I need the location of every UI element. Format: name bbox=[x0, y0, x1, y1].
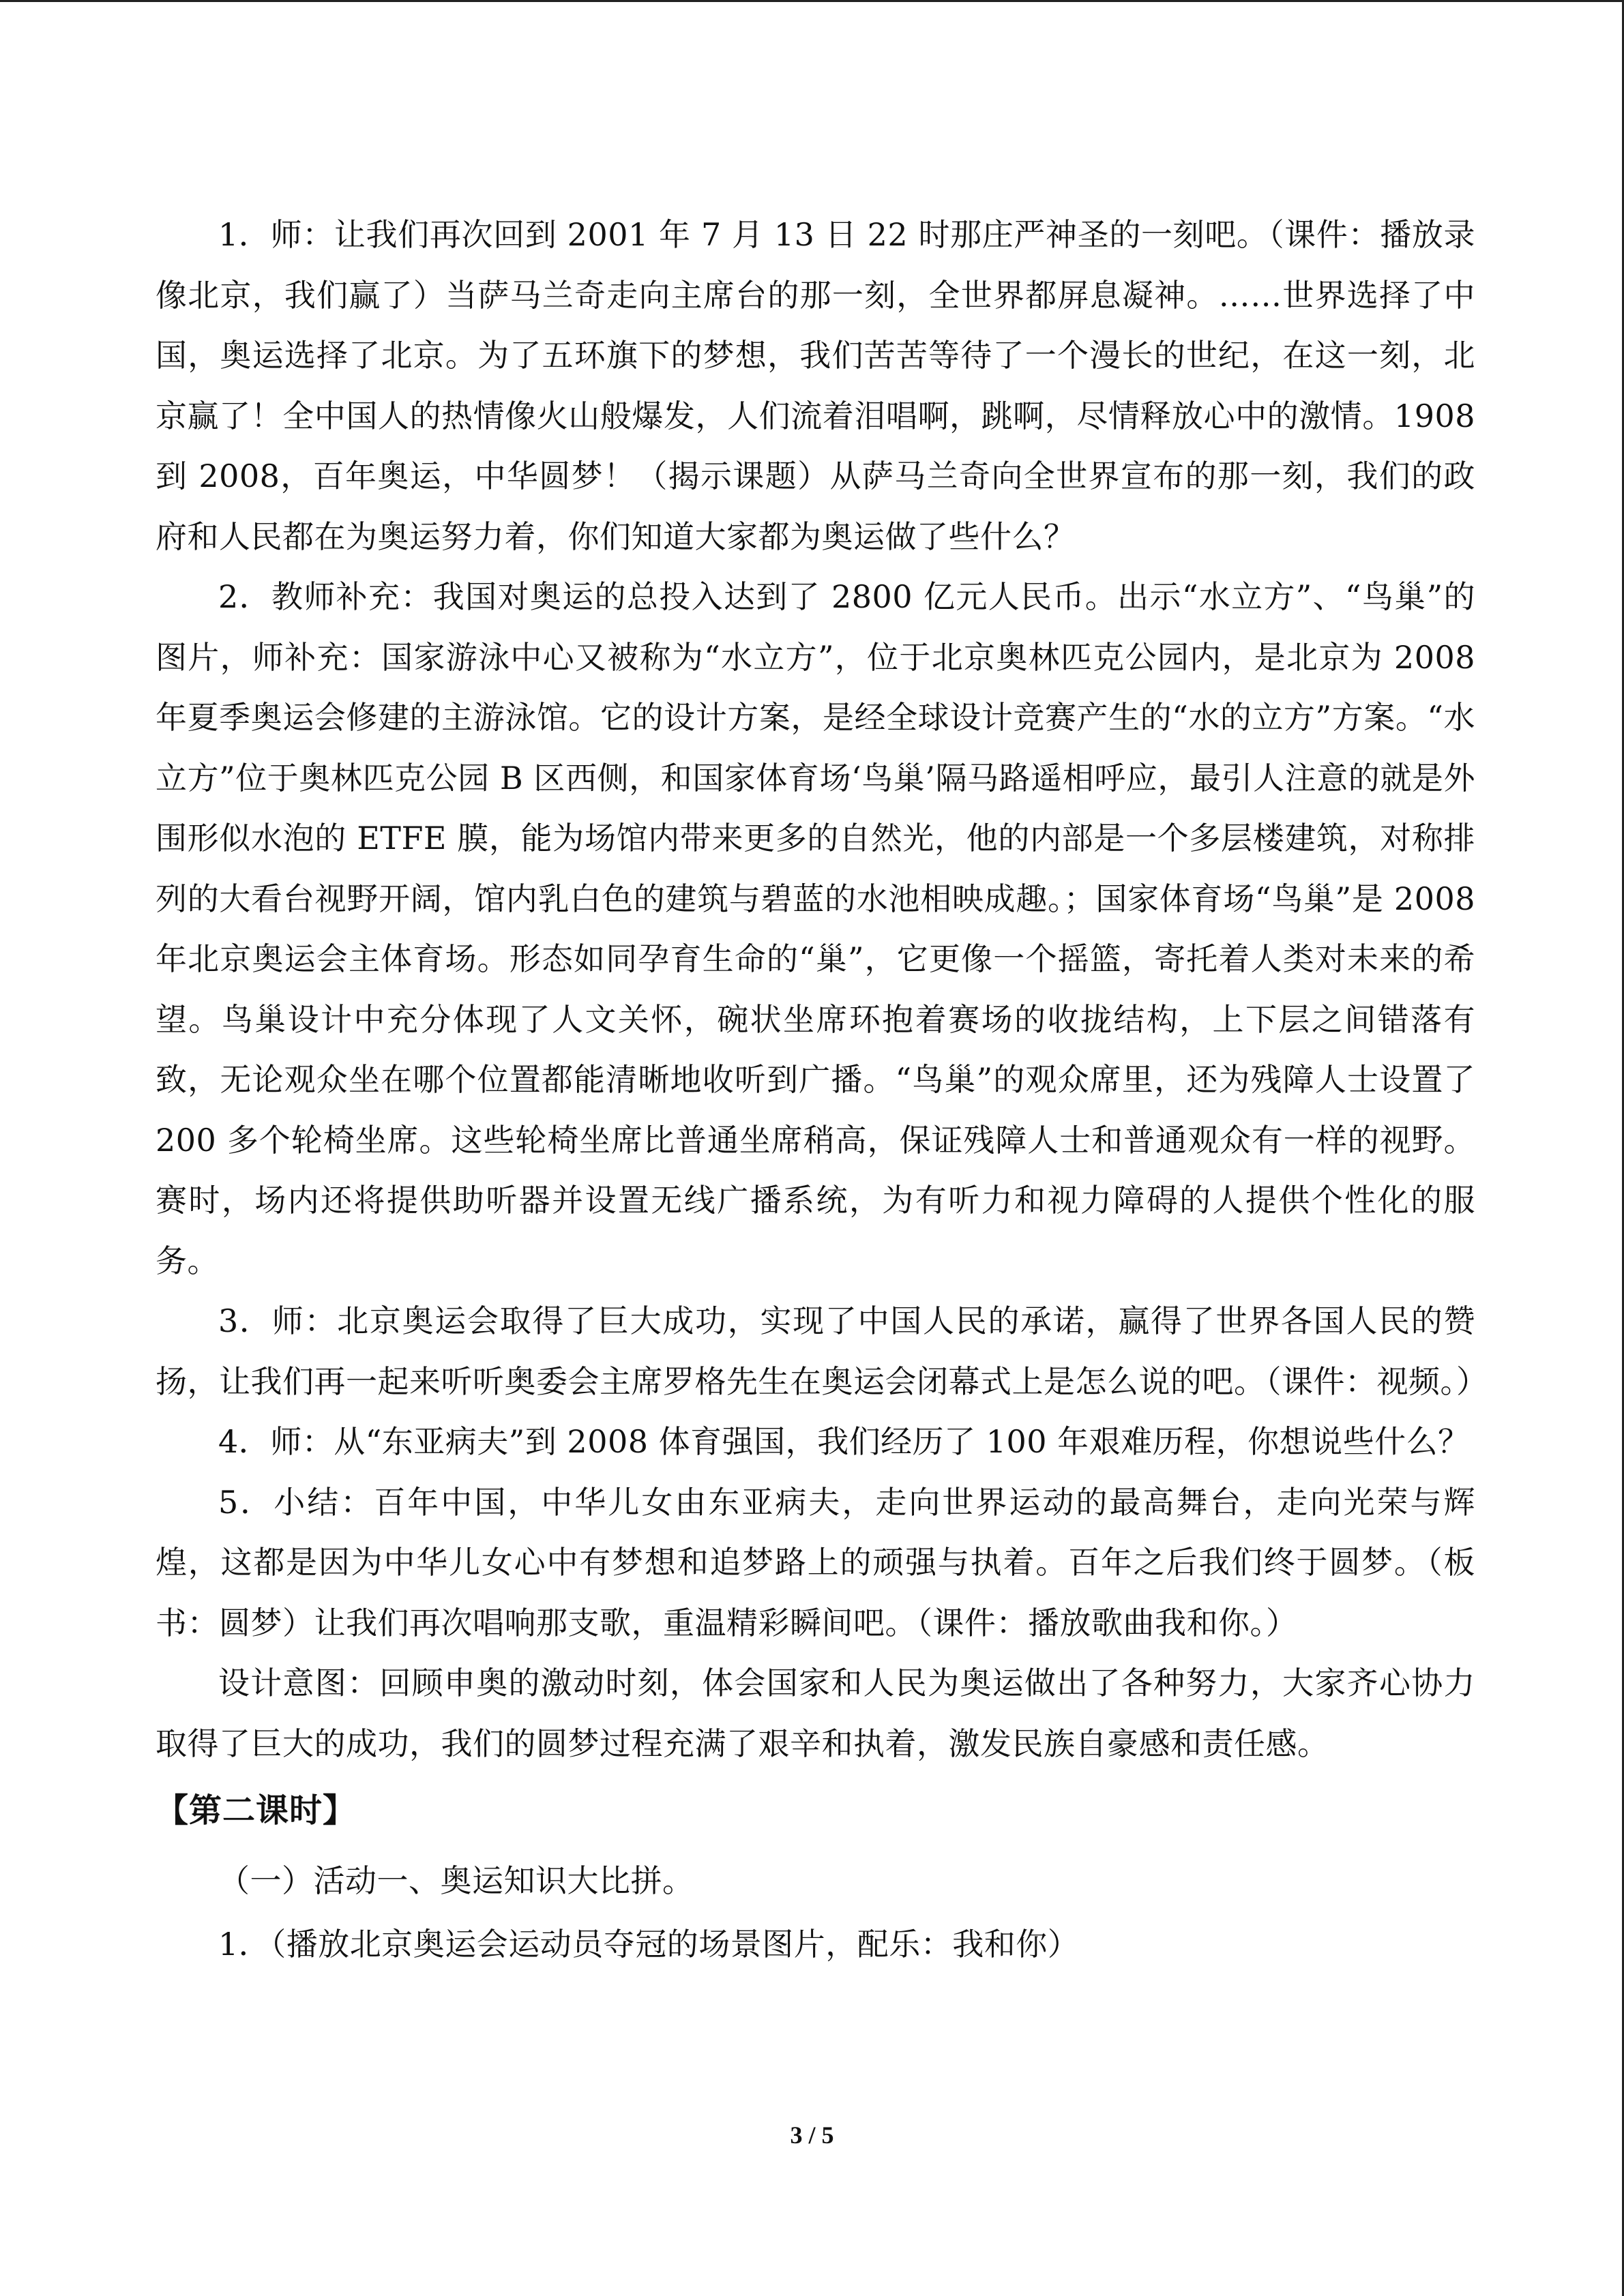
activity-item-1: 1．（播放北京奥运会运动员夺冠的场景图片，配乐：我和你） bbox=[218, 1926, 1080, 1963]
activity-heading: （一）活动一、奥运知识大比拼。 bbox=[218, 1862, 694, 1899]
paragraph-summary: 5．小结：百年中国，中华儿女由东亚病夫，走向世界运动的最高舞台，走向光荣与辉煌，这都是因为中华儿女心中有梦想和追梦路上的顽强与执着。百年之后我们终于圆梦。（板书：圆梦）让我们再次唱响那支歌，重温精彩瞬间吧。（课件：播放歌曲我和你。） bbox=[156, 1483, 1475, 1641]
paragraph-item-1: 1．师：让我们再次回到 2001 年 7 月 13 日 22 时那庄严神圣的一刻吧。（课件：播放录像北京，我们赢了）当萨马兰奇走向主席台的那一刻，全世界都屏息凝神。……世界选择了中国，奥运选择了北京。为了五环旗下的梦想，我们苦苦等待了一个漫长的世纪，在这一刻，北京赢了！全中国人的热情像火山般爆发，人们流着泪唱啊，跳啊，尽情释放心中的激情。1908 到 2008，百年奥运，中华圆梦！（揭示课题）从萨马兰奇向全世界宣布的那一刻，我们的政府和人民都在为奥运努力着，你们知道大家都为奥运做了些什么？ bbox=[156, 216, 1475, 555]
paragraph-design-intent: 设计意图：回顾申奥的激动时刻，体会国家和人民为奥运做出了各种努力，大家齐心协力取得了巨大的成功，我们的圆梦过程充满了艰辛和执着，激发民族自豪感和责任感。 bbox=[156, 1665, 1475, 1762]
page-top-border bbox=[0, 0, 1624, 2]
document-body bbox=[156, 205, 1488, 1975]
paragraph-item-3: 3．师：北京奥运会取得了巨大成功，实现了中国人民的承诺，赢得了世界各国人民的赞扬，让我们再一起来听听奥委会主席罗格先生在奥运会闭幕式上是怎么说的吧。（课件：视频。） bbox=[156, 1302, 1488, 1400]
page-number: 3 / 5 bbox=[790, 2121, 834, 2149]
paragraph-item-2: 2．教师补充：我国对奥运的总投入达到了 2800 亿元人民币。出示“水立方”、“鸟巢”的图片，师补充：国家游泳中心又被称为“水立方”，位于北京奥林匹克公园内，是北京为 2008 年夏季奥运会修建的主游泳馆。它的设计方案，是经全球设计竞赛产生的“水的立方”方案。“水立方”位于奥林匹克公园 B 区西侧，和国家体育场‘鸟巢’隔马路遥相呼应，最引人注意的就是外围形似水泡的 ETFE 膜，能为场馆内带来更多的自然光，他的内部是一个多层楼建筑，对称排列的大看台视野开阔，馆内乳白色的建筑与碧蓝的水池相映成趣。；国家体育场“鸟巢”是 2008 年北京奥运会主体育场。形态如同孕育生命的“巢”，它更像一个摇篮，寄托着人类对未来的希望。鸟巢设计中充分体现了人文关怀，碗状坐席环抱着赛场的收拢结构，上下层之间错落有致，无论观众坐在哪个位置都能清晰地收听到广播。“鸟巢”的观众席里，还为残障人士设置了 200 多个轮椅坐席。这些轮椅坐席比普通坐席稍高，保证残障人士和普通观众有一样的视野。赛时，场内还将提供助听器并设置无线广播系统，为有听力和视力障碍的人提供个性化的服务。 bbox=[156, 578, 1475, 1279]
paragraph-item-4: 4．师：从“东亚病夫”到 2008 体育强国，我们经历了 100 年艰难历程，你想说些什么？ bbox=[218, 1423, 1470, 1460]
section-heading: 【第二课时】 bbox=[156, 1791, 357, 1830]
